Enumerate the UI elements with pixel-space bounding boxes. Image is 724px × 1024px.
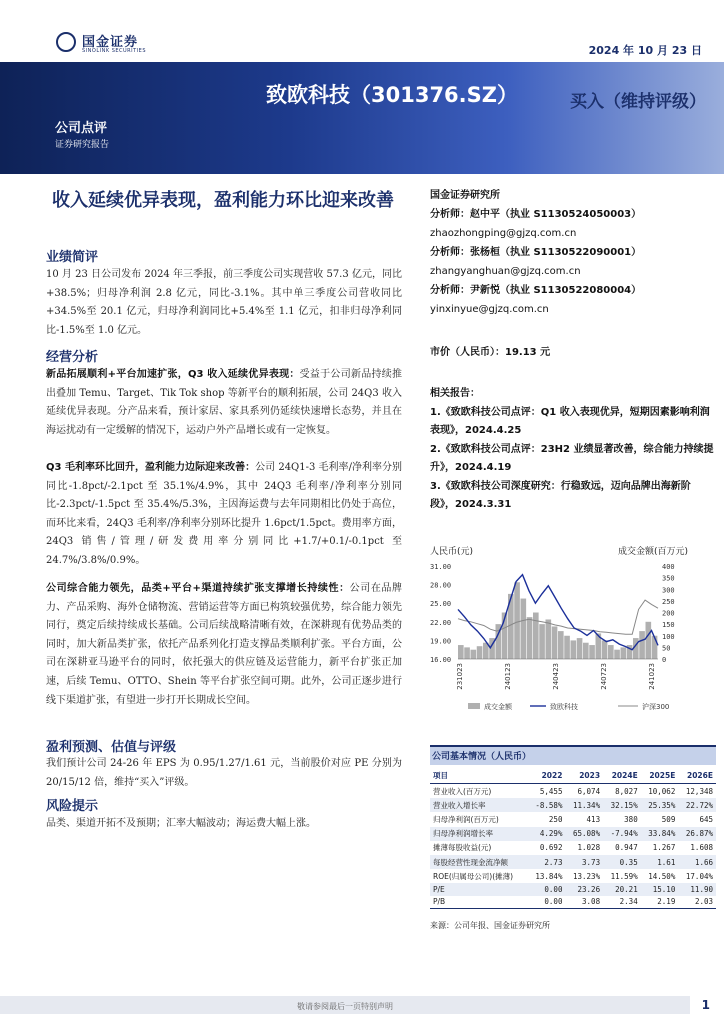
volume-bar — [539, 624, 545, 659]
table-row — [430, 798, 716, 812]
analyst-1-email[interactable]: zhaozhongping@gjzq.com.cn — [430, 228, 577, 239]
volume-bar — [646, 622, 652, 659]
legend-label-index: 沪深300 — [642, 703, 670, 711]
table-cell: -7.94% — [603, 827, 641, 841]
table-cell: 509 — [661, 814, 676, 824]
table-cell: 11.59% — [610, 871, 638, 881]
table-cell: 2.19 — [641, 896, 679, 909]
volume-bar — [602, 640, 608, 659]
fin-table-header — [430, 768, 716, 784]
analyst-3-email[interactable]: yinxinyue@gjzq.com.cn — [430, 304, 549, 315]
related-report-1[interactable]: 1.《致欧科技公司点评：Q1 收入表现优异，短期因素影响利润表现》，2024.4.25 — [430, 406, 710, 436]
table-cell: 20.21 — [603, 883, 641, 895]
volume-bar — [621, 647, 627, 659]
headline: 收入延续优异表现，盈利能力环比迎来改善 — [52, 190, 394, 211]
table-cell: -8.58% — [528, 798, 566, 812]
report-date: 2024 年 10 月 23 日 — [588, 44, 702, 57]
report-subtype: 证券研究报告 — [55, 140, 110, 150]
table-cell: 0.00 — [528, 883, 566, 895]
fin-header-4: 2025E — [641, 768, 679, 784]
analyst-2-email[interactable]: zhangyanghuan@gjzq.com.cn — [430, 266, 581, 277]
volume-bar — [564, 636, 570, 659]
table-cell: 归母净利润增长率 — [430, 827, 528, 841]
related-reports — [430, 385, 715, 515]
analysis-paragraph-1 — [46, 366, 402, 440]
y-tick-left: 31.00 — [430, 563, 452, 571]
analysis-paragraph-2 — [46, 459, 402, 571]
y-tick-right: 250 — [662, 597, 675, 606]
table-cell: 15.10 — [641, 883, 679, 895]
volume-bar — [546, 619, 552, 659]
table-cell: 2.03 — [678, 896, 716, 909]
x-tick-label: 240723 — [600, 663, 608, 690]
fin-table — [430, 768, 716, 909]
table-cell: 25.35% — [641, 798, 679, 812]
table-cell: 32.15% — [603, 798, 641, 812]
y-tick-left: 28.00 — [430, 581, 452, 590]
y-tick-left: 16.00 — [430, 656, 452, 664]
analysis-paragraph-3 — [46, 580, 402, 710]
table-cell: 5,455 — [539, 786, 563, 796]
brand-subtitle: SINOLINK SECURITIES — [82, 48, 146, 54]
table-cell: 17.04% — [685, 871, 713, 881]
brand-logo-icon — [56, 32, 76, 52]
table-cell: 14.50% — [648, 871, 676, 881]
table-cell: 8,027 — [615, 786, 638, 796]
analyst-3: 分析师：尹新悦（执业 S1130522080004） — [430, 285, 642, 296]
forecast-body: 我们预计公司 24-26 年 EPS 为 0.95/1.27/1.61 元，当前股价对应 PE 分别为 20/15/12 倍，维持“买入”评级。 — [46, 758, 402, 788]
fin-header-5: 2026E — [678, 768, 716, 784]
table-cell: 12,348 — [685, 786, 713, 796]
related-report-2[interactable]: 2.《致欧科技公司点评：23H2 业绩显著改善，综合能力持续提升》，2024.4.19 — [430, 443, 714, 473]
y-axis-left-label: 人民币(元) — [430, 547, 474, 557]
table-cell: 3.08 — [565, 896, 603, 909]
table-cell: 0.947 — [615, 843, 638, 853]
table-cell: 6,074 — [577, 786, 601, 796]
table-row — [430, 784, 716, 799]
volume-bar — [521, 599, 527, 659]
fin-header-0: 项目 — [430, 768, 528, 784]
volume-bar — [589, 645, 595, 659]
volume-bar — [577, 638, 583, 659]
table-cell: 13.23% — [573, 871, 601, 881]
volume-bar — [639, 631, 645, 659]
table-cell: 645 — [699, 814, 713, 824]
footer-note: 敬请参阅最后一页特别声明 — [297, 1002, 393, 1011]
table-cell: P/B — [430, 896, 528, 909]
volume-bar — [558, 631, 564, 659]
volume-bar — [571, 640, 577, 659]
table-cell: 10,062 — [648, 786, 676, 796]
table-cell: 413 — [586, 814, 601, 824]
x-tick-label: 240423 — [552, 663, 560, 690]
analysis-p2-body: 公司 24Q1-3 毛利率/净利率分别同比-1.8pct/-2.1pct 至 35.1%/4.9%，其中 24Q3 毛利率/净利率分别同比-2.3pct/-1.5pct 至 35.4%/5.3%，主因海运费与去年同期相比仍处于高位，而环比来看，24Q3 毛利率/净利率分别环比提升 1.6pct/1.5pct。费用率方面，24Q3 销售/管理/研发费用率分别同比+1.7/+0.1/-0.1pct 至 24.7%/3.8%/0.9%。 — [46, 462, 402, 566]
section-title-results: 业绩简评 — [46, 250, 99, 265]
market-price: 市价（人民币）：19.13 元 — [430, 347, 551, 358]
y-tick-left: 22.00 — [430, 618, 452, 627]
results-summary: 10 月 23 日公司发布 2024 年三季报，前三季度公司实现营收 57.3 亿元，同比+38.5%；归母净利润 2.8 亿元，同比-3.1%。其中单三季度公司营收同比+34.5%至 20.1 亿元，归母净利润同比+5.4%至 1.1 亿元，扣非归母净利同比-1.5%至 1.0 亿元。 — [46, 269, 402, 336]
section-title-forecast: 盈利预测、估值与评级 — [46, 740, 177, 755]
table-cell: P/E — [430, 883, 528, 895]
y-tick-right: 50 — [662, 644, 671, 653]
table-row — [430, 841, 716, 855]
table-cell: ROE(归属母公司)(摊薄) — [433, 871, 514, 881]
volume-bar — [458, 645, 464, 659]
table-cell: 250 — [548, 814, 563, 824]
report-type: 公司点评 — [55, 121, 108, 136]
fin-table-source: 来源：公司年报、国金证券研究所 — [430, 921, 550, 930]
stock-chart-svg — [428, 541, 718, 721]
table-cell: 0.00 — [528, 896, 566, 909]
table-cell: 归母净利润(百万元) — [433, 814, 499, 824]
analysis-p2-lead: Q3 毛利率环比回升，盈利能力边际迎来改善： — [46, 462, 256, 473]
table-cell: 2.34 — [603, 896, 641, 909]
table-row — [430, 869, 716, 883]
section-title-risk: 风险提示 — [46, 799, 99, 814]
y-axis-right-label: 成交金额(百万元) — [618, 547, 689, 557]
series-line-index — [458, 600, 658, 634]
legend-label-stock: 致欧科技 — [550, 703, 578, 711]
fin-table-title: 公司基本情况（人民币） — [430, 745, 716, 765]
fin-header-3: 2024E — [603, 768, 641, 784]
x-tick-label: 240123 — [504, 663, 512, 690]
analyst-block — [430, 186, 715, 319]
y-tick-right: 300 — [662, 586, 675, 595]
section-title-analysis: 经营分析 — [46, 350, 99, 365]
table-cell: 每股经营性现金流净额 — [430, 855, 528, 869]
volume-bar — [614, 650, 620, 659]
table-cell: 33.84% — [641, 827, 679, 841]
volume-bar — [527, 617, 533, 659]
y-tick-right: 150 — [662, 621, 675, 630]
table-cell: 23.26 — [565, 883, 603, 895]
table-row — [430, 827, 716, 841]
analysis-p1-lead: 新品拓展顺利+平台加速扩张，Q3 收入延续优异表现： — [46, 369, 300, 380]
analysis-p3-lead: 公司综合能力领先，品类+平台+渠道持续扩张支撑增长持续性： — [46, 583, 350, 594]
volume-bar — [477, 646, 483, 659]
table-cell: 0.35 — [603, 855, 641, 869]
volume-bar — [608, 645, 614, 659]
y-tick-right: 350 — [662, 574, 675, 583]
table-cell: 营业收入增长率 — [430, 798, 528, 812]
volume-bar — [552, 626, 558, 659]
table-cell: 11.34% — [565, 798, 603, 812]
table-cell: 0.692 — [539, 843, 563, 853]
y-tick-right: 0 — [662, 656, 667, 664]
volume-bar — [471, 650, 477, 659]
y-tick-left: 25.00 — [430, 600, 452, 609]
table-cell: 65.08% — [565, 827, 603, 841]
company-title: 致欧科技（301376.SZ） — [266, 83, 518, 107]
volume-bar — [514, 582, 520, 659]
fin-table-body — [430, 784, 716, 909]
table-row — [430, 883, 716, 895]
brand-name: 国金证券 — [82, 35, 139, 50]
related-report-3[interactable]: 3.《致欧科技公司深度研究：行稳致远，迈向品牌出海新阶段》，2024.3.31 — [430, 480, 691, 510]
institute: 国金证券研究所 — [430, 190, 500, 201]
related-title: 相关报告： — [430, 388, 480, 399]
table-cell: 11.90 — [678, 883, 716, 895]
table-cell: 营业收入(百万元) — [433, 786, 492, 796]
y-tick-right: 400 — [662, 563, 675, 571]
table-cell: 13.84% — [535, 871, 563, 881]
table-cell: 22.72% — [678, 798, 716, 812]
table-cell: 1.61 — [641, 855, 679, 869]
x-tick-label: 231023 — [456, 663, 464, 690]
y-tick-right: 100 — [662, 632, 675, 641]
table-row — [430, 855, 716, 869]
rating: 买入（维持评级） — [570, 92, 706, 112]
table-cell: 摊薄每股收益(元) — [433, 843, 492, 853]
stock-chart — [428, 541, 718, 721]
y-tick-left: 19.00 — [430, 637, 452, 646]
analysis-p3-body: 公司在品牌力、产品采购、海外仓储物流、营销运营等方面已构筑较强优势，综合能力领先同行，奠定后续持续成长基础。公司后续战略清晰有效，在深耕现有优势品类的同时，加大新品类扩张，依托产品系列化打造支撑品类顺利扩张。平台方面，公司在深耕亚马逊平台的同时，依托强大的供应链及运营能力，新平台扩张正加速，后续 Temu、OTTO、Shein 等平台扩张空间可期。此外，公司正逐步进行线下渠道扩张，有望进一步打开长期成长空间。 — [46, 583, 403, 706]
table-cell: 1.267 — [652, 843, 676, 853]
fin-header-1: 2022 — [528, 768, 566, 784]
table-row — [430, 812, 716, 826]
analysis-p1-body: 受益于公司新品持续推出叠加 Temu、Target、Tik Tok shop 等新平台的顺利拓展，公司 24Q3 收入延续优异表现。分产品来看，预计家居、家具系列仍延续快速增长态势，并且在海运扰动有一定缓解的情况下，运动户外产品增长或有一定恢复。 — [46, 369, 403, 436]
table-row — [430, 896, 716, 909]
table-cell: 1.028 — [577, 843, 601, 853]
volume-bar — [533, 613, 539, 660]
legend-swatch-volume — [468, 703, 480, 709]
y-tick-right: 200 — [662, 609, 675, 618]
table-cell: 1.608 — [690, 843, 713, 853]
table-cell: 26.87% — [678, 827, 716, 841]
volume-bar — [583, 643, 589, 659]
table-cell: 380 — [624, 814, 638, 824]
x-tick-label: 241023 — [648, 663, 656, 690]
table-cell: 4.29% — [528, 827, 566, 841]
volume-bar — [464, 647, 470, 659]
analyst-1: 分析师：赵中平（执业 S1130524050003） — [430, 209, 642, 220]
risk-body: 品类、渠道开拓不及预期；汇率大幅波动；海运费大幅上涨。 — [46, 818, 316, 829]
page-number: 1 — [701, 998, 710, 1012]
table-cell: 1.66 — [678, 855, 716, 869]
table-cell: 2.73 — [528, 855, 566, 869]
legend-label-volume: 成交金额 — [484, 703, 512, 711]
fin-header-2: 2023 — [565, 768, 603, 784]
table-cell: 3.73 — [565, 855, 603, 869]
analyst-2: 分析师：张杨桓（执业 S1130522090001） — [430, 247, 642, 258]
